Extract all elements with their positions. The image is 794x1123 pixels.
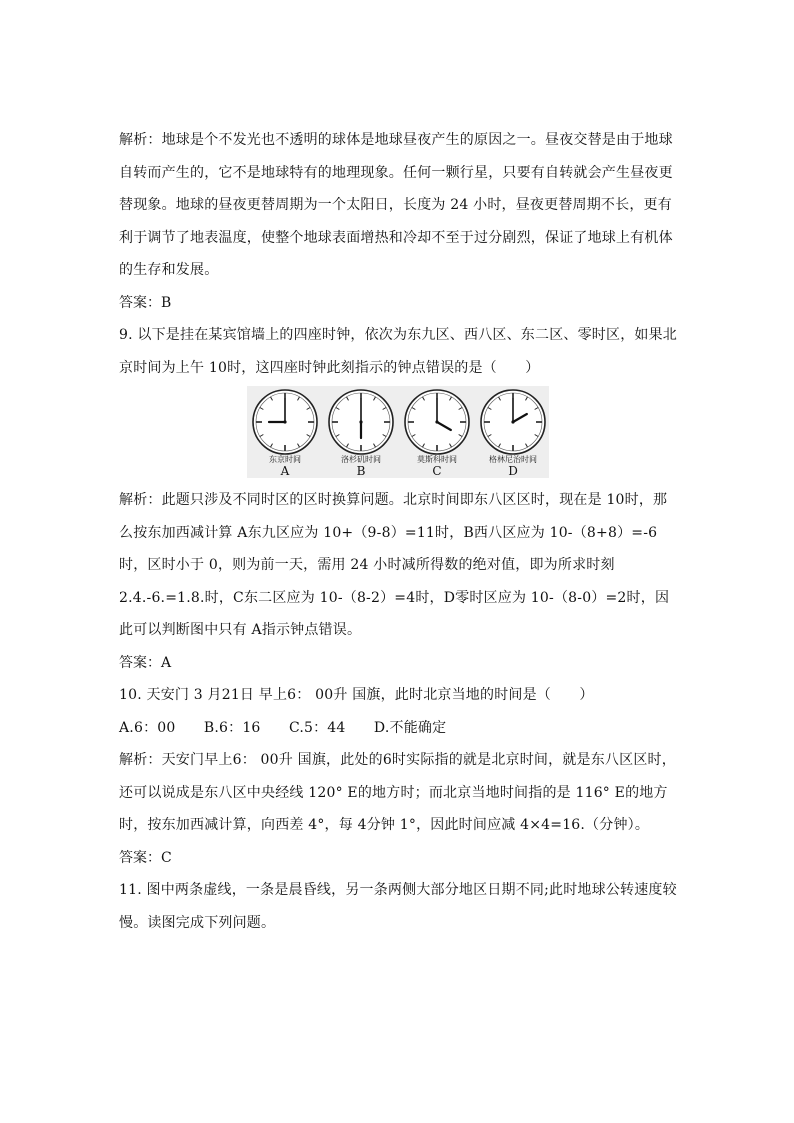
clock-letter: C	[432, 464, 442, 478]
clock-letter: D	[508, 464, 518, 478]
clock-label: 莫斯科时间	[417, 455, 457, 464]
clock-letter: B	[356, 464, 366, 478]
clock-letter: A	[280, 464, 290, 478]
q9-answer: 答案：A	[119, 654, 172, 671]
q10-analysis: 解析：天安门早上6： 00升 国旗，此处的6时实际指的就是北京时间，就是东八区区时，还可以说成是东八区中央经线 120° E的地方时；而北京当地时间指的是 116° E的地方时，按东加西减计算，向西差 4°，每 4分钟 1°，因此时间应减 4×4=16.（分钟）。	[119, 752, 676, 833]
q8-answer: 答案：B	[119, 294, 172, 311]
q11-question: 11. 图中两条虚线，一条是晨昏线，另一条两侧大部分地区日期不同;此时地球公转速度较慢。读图完成下列问题。	[119, 882, 677, 931]
clock-label: 东京时间	[269, 455, 301, 464]
clock-label: 格林尼治时间	[489, 455, 537, 464]
q8-analysis: 解析：地球是个不发光也不透明的球体是地球昼夜产生的原因之一。昼夜交替是由于地球自转而产生的，它不是地球特有的地理现象。任何一颗行星，只要有自转就会产生昼夜更替现象。地球的昼夜更替周期为一个太阳日，长度为 24 小时，昼夜更替周期不长，更有利于调节了地表温度，使整个地球表面增热和冷却不至于过分剧烈，保证了地球上有机体的生存和发展。	[119, 132, 673, 278]
document-page	[119, 124, 677, 939]
clocks-figure	[119, 386, 677, 480]
clock-label: 洛杉矶时间	[341, 455, 381, 464]
q10-answer: 答案：C	[119, 849, 172, 866]
clocks-svg	[247, 386, 549, 478]
q9-question: 9. 以下是挂在某宾馆墙上的四座时钟，依次为东九区、西八区、东二区、零时区，如果北京时间为上午 10时，这四座时钟此刻指示的钟点错误的是（ ）	[119, 327, 678, 376]
q10-question: 10. 天安门 3 月21日 早上6： 00升 国旗，此时北京当地的时间是（ ）	[119, 687, 594, 703]
q9-analysis: 解析：此题只涉及不同时区的区时换算问题。北京时间即东八区区时，现在是 10时，那么按东加西减计算 A东九区应为 10+（9-8）=11时，B西八区应为 10-（8+8）=-6时，区时小于 0，则为前一天，需用 24 小时减所得数的绝对值，即为所求时刻 2.4.-6.=1.8.时，C东二区应为 10-（8-2）=4时，D零时区应为 10-（8-0）=2时，因此可以判断图中只有 A指示钟点错误。	[119, 492, 670, 638]
q10-options: A.6：00 B.6：16 C.5：44 D.不能确定	[119, 719, 447, 736]
